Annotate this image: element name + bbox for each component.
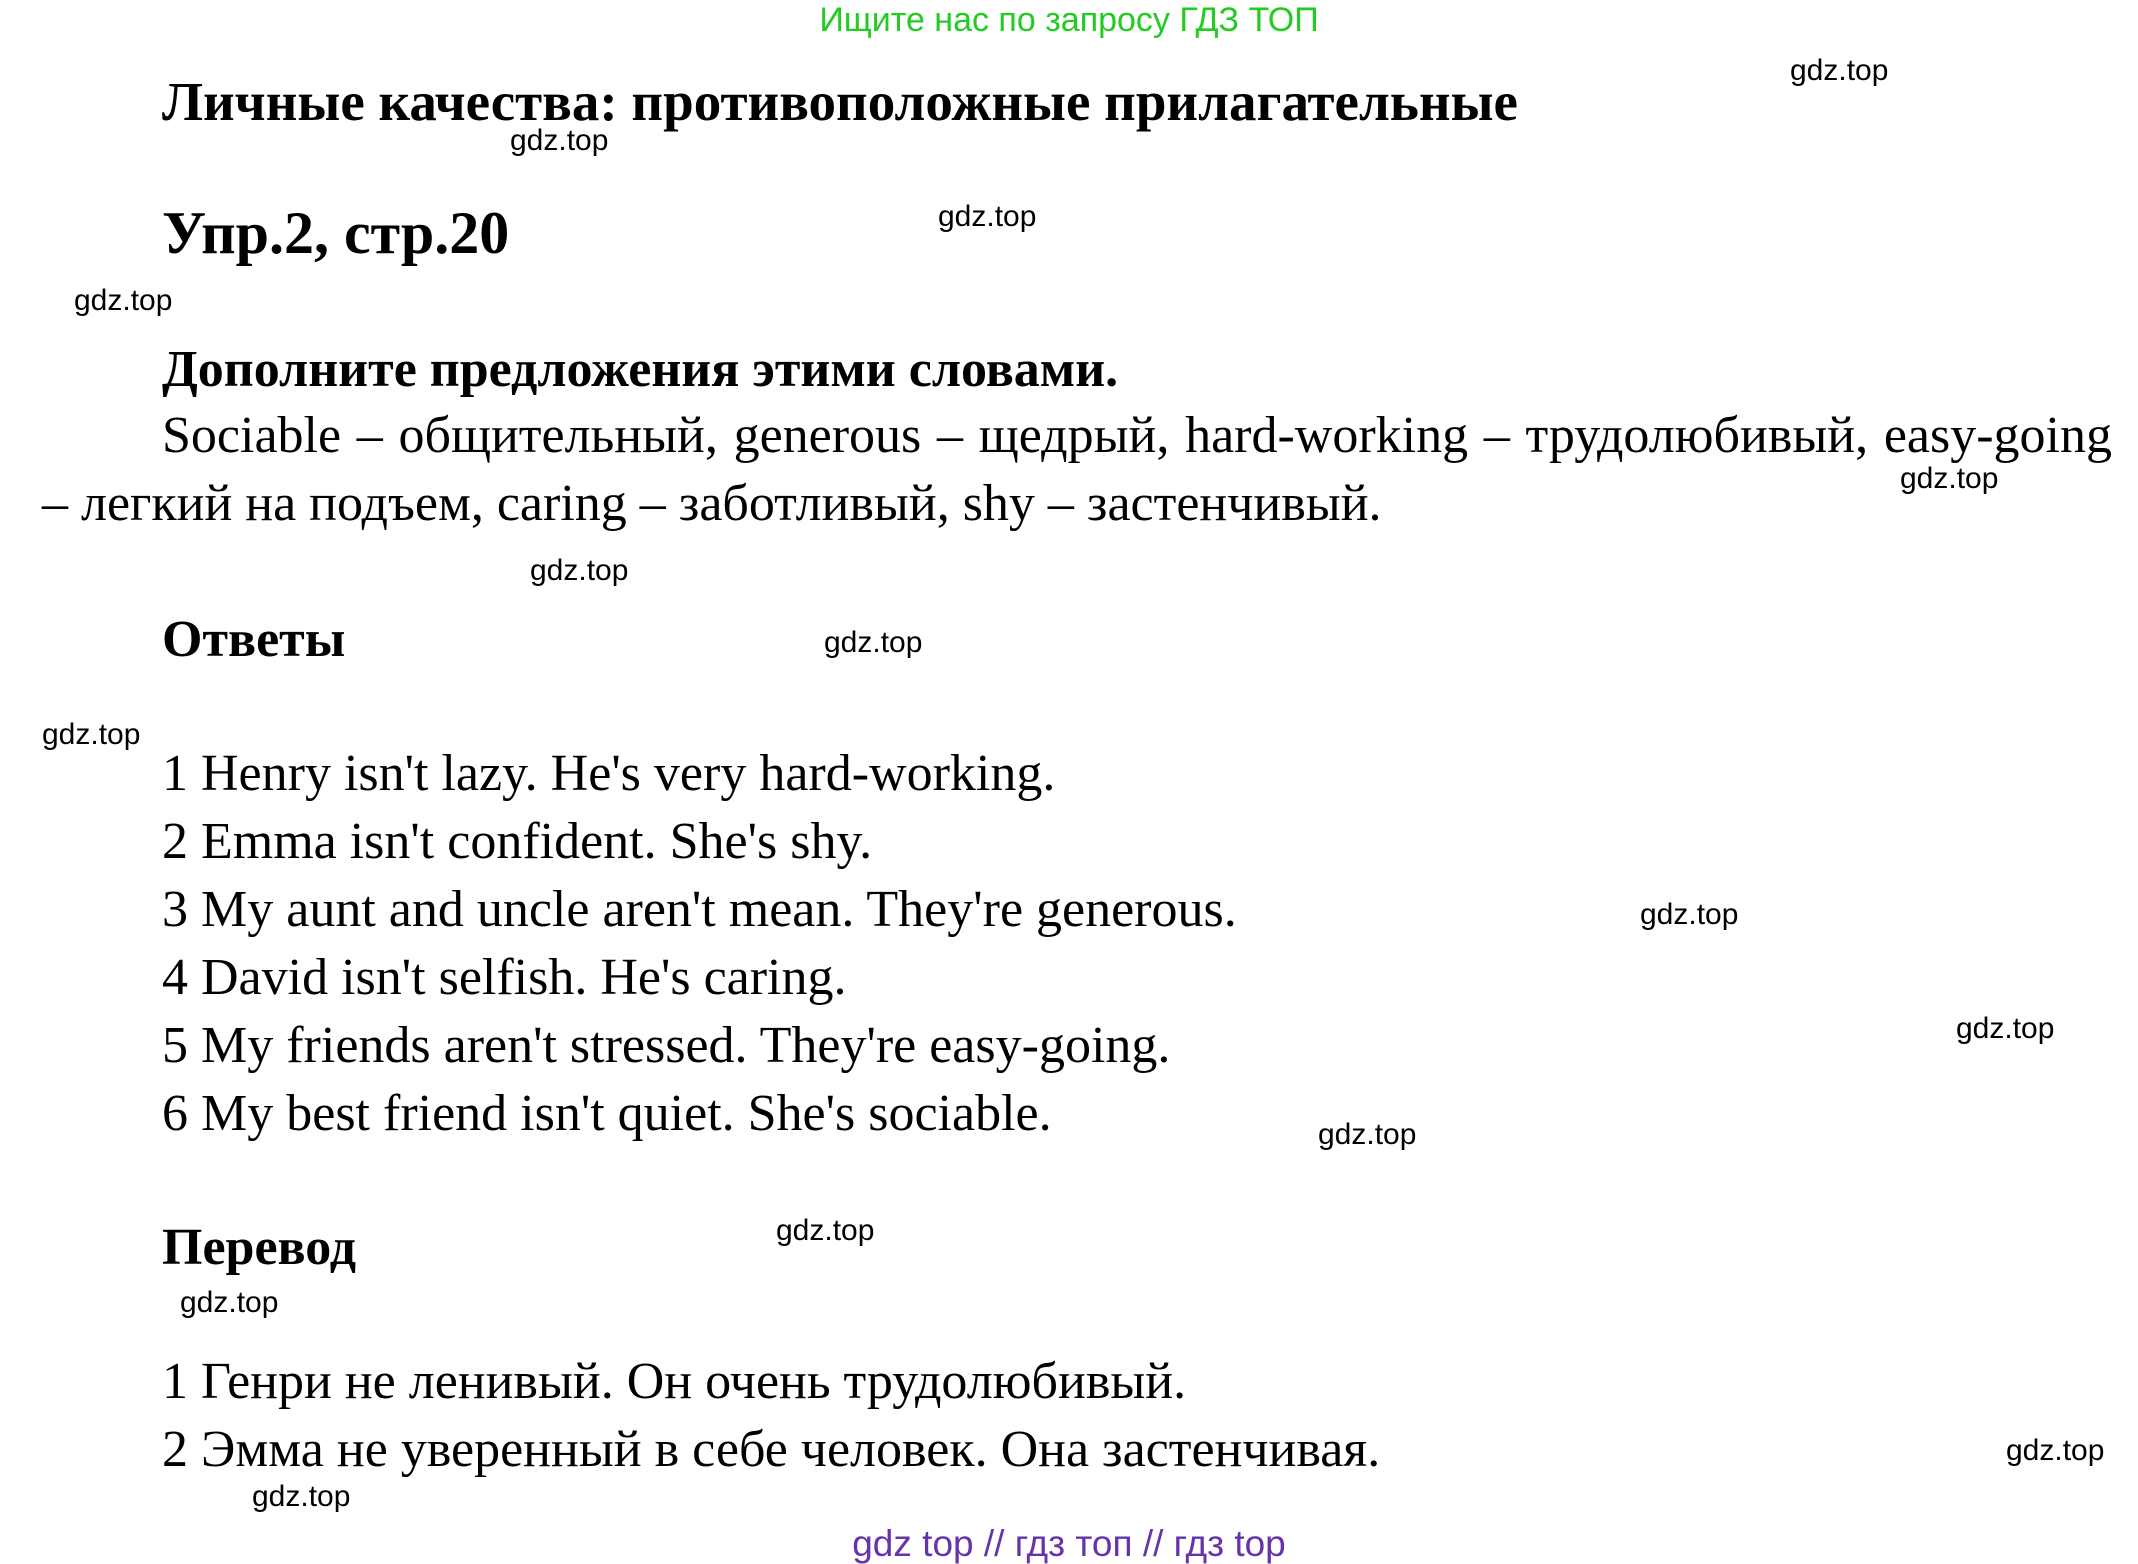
watermark: gdz.top <box>252 1480 351 1513</box>
answer-line-6: 6 My best friend isn't quiet. She's sociable. <box>162 1085 1052 1142</box>
watermark: gdz.top <box>42 718 141 751</box>
watermark: gdz.top <box>824 626 923 659</box>
answer-line-3: 3 My aunt and uncle aren't mean. They're generous. <box>162 881 1237 938</box>
watermark: gdz.top <box>938 200 1037 233</box>
translations-list <box>162 1348 1380 1484</box>
watermark: gdz.top <box>1900 462 1999 495</box>
answer-line-1: 1 Henry isn't lazy. He's very hard-working. <box>162 745 1056 802</box>
watermark: gdz.top <box>510 124 609 157</box>
watermark: gdz.top <box>2006 1434 2105 1467</box>
watermark: gdz.top <box>776 1214 875 1247</box>
page-title: Личные качества: противоположные прилагательные <box>162 71 1518 132</box>
exercise-heading: Упр.2, стр.20 <box>162 200 510 266</box>
watermark: gdz.top <box>74 284 173 317</box>
task-heading: Дополните предложения этими словами. <box>162 341 1119 398</box>
watermark: gdz.top <box>1956 1012 2055 1045</box>
watermark: gdz.top <box>180 1286 279 1319</box>
watermark: gdz.top <box>530 554 629 587</box>
bottom-banner: gdz top // гдз топ // гдз top <box>852 1523 1286 1564</box>
answer-line-2: 2 Emma isn't confident. She's shy. <box>162 813 873 870</box>
answers-list <box>162 740 1237 1148</box>
answer-line-4: 4 David isn't selfish. He's caring. <box>162 949 847 1006</box>
watermark: gdz.top <box>1790 54 1889 87</box>
answer-line-5: 5 My friends aren't stressed. They're easy-going. <box>162 1017 1171 1074</box>
answers-heading: Ответы <box>162 611 346 668</box>
watermark: gdz.top <box>1640 898 1739 931</box>
top-banner: Ищите нас по запросу ГДЗ ТОП <box>819 1 1319 39</box>
translation-line-2: 2 Эмма не уверенный в себе человек. Она застенчивая. <box>162 1421 1381 1478</box>
vocabulary-paragraph: Sociable – общительный, generous – щедрый, hard-working – трудолюбивый, easy-going – легкий на подъем, caring – заботливый, shy – застенчивый. <box>42 407 2112 532</box>
translation-line-1: 1 Генри не ленивый. Он очень трудолюбивый. <box>162 1353 1187 1410</box>
watermark: gdz.top <box>1318 1118 1417 1151</box>
translation-heading: Перевод <box>162 1219 357 1276</box>
